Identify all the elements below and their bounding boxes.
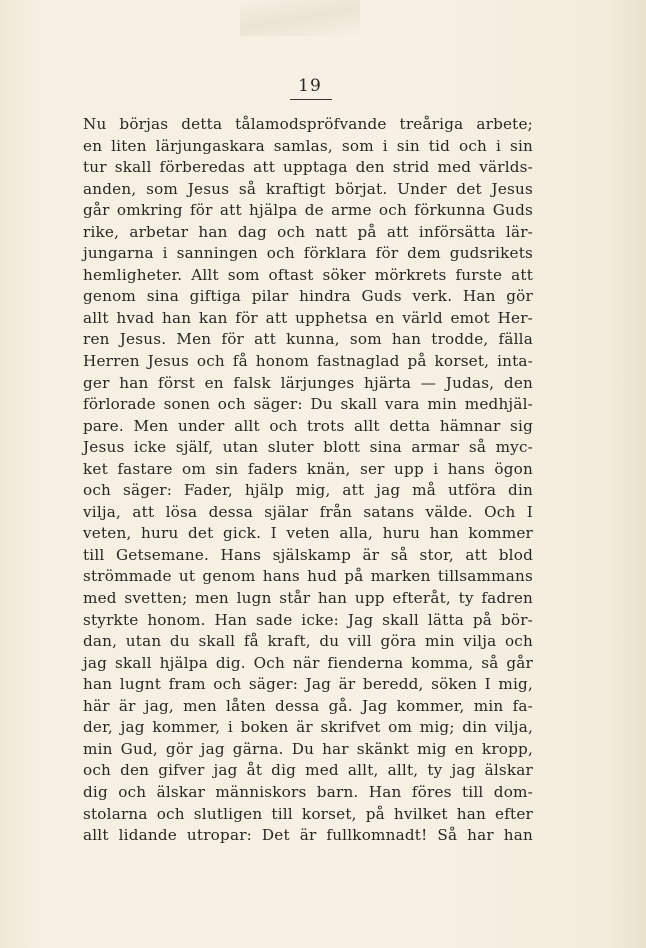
text-line: ket fastare om sin faders knän, ser upp i hans ögon	[83, 459, 533, 478]
text-line: min Gud, gör jag gärna. Du har skänkt mig en kropp,	[83, 739, 533, 758]
text-line: pare. Men under allt och trots allt detta hämnar sig	[83, 416, 533, 435]
text-line: tur skall förberedas att upptaga den strid med världs-	[83, 158, 533, 177]
body-text	[83, 114, 533, 847]
text-line: ger han först en falsk lärjunges hjärta — Judas, den	[83, 373, 533, 392]
text-line: och den gifver jag åt dig med allt, allt, ty jag älskar	[83, 761, 533, 780]
text-line: med svetten; men lugn står han upp efteråt, ty fadren	[83, 589, 533, 608]
page-number-rule	[290, 99, 332, 100]
text-line: förlorade sonen och säger: Du skall vara min medhjäl-	[83, 395, 533, 414]
text-line: går omkring för att hjälpa de arme och förkunna Guds	[83, 201, 533, 220]
text-line: genom sina giftiga pilar hindra Guds verk. Han gör	[83, 287, 533, 306]
text-line: allt lidande utropar: Det är fullkomnadt! Så har han	[83, 826, 533, 845]
text-line: här är jag, men låten dessa gå. Jag kommer, min fa-	[83, 696, 533, 715]
text-line: stolarna och slutligen till korset, på hvilket han efter	[83, 804, 533, 823]
text-line: och säger: Fader, hjälp mig, att jag må utföra din	[83, 481, 533, 500]
text-line: vilja, att lösa dessa själar från satans välde. Och I	[83, 502, 533, 521]
text-line: der, jag kommer, i boken är skrifvet om mig; din vilja,	[83, 718, 533, 737]
text-line: ren Jesus. Men för att kunna, som han trodde, fälla	[83, 330, 533, 349]
text-line: anden, som Jesus så kraftigt börjat. Under det Jesus	[83, 179, 533, 198]
text-line: dan, utan du skall få kraft, du vill göra min vilja och	[83, 632, 533, 651]
text-line: allt hvad han kan för att upphetsa en värld emot Her-	[83, 308, 533, 327]
text-line: till Getsemane. Hans själskamp är så stor, att blod	[83, 545, 533, 564]
text-line: jag skall hjälpa dig. Och när fienderna komma, så går	[83, 653, 533, 672]
text-line: styrkte honom. Han sade icke: Jag skall lätta på bör-	[83, 610, 533, 629]
text-line: hemligheter. Allt som oftast söker mörkrets furste att	[83, 265, 533, 284]
text-line: rike, arbetar han dag och natt på att införsätta lär-	[83, 222, 533, 241]
text-line: veten, huru det gick. I veten alla, huru han kommer	[83, 524, 533, 543]
text-line: en liten lärjungaskara samlas, som i sin tid och i sin	[83, 136, 533, 155]
text-line: han lugnt fram och säger: Jag är beredd, söken I mig,	[83, 675, 533, 694]
text-line: dig och älskar människors barn. Han föres till dom-	[83, 782, 533, 801]
text-line: Herren Jesus och få honom fastnaglad på korset, inta-	[83, 352, 533, 371]
text-line: Nu börjas detta tålamodspröfvande treåriga arbete;	[83, 115, 533, 133]
page-number: 19	[298, 76, 322, 96]
text-line: strömmade ut genom hans hud på marken tillsammans	[83, 567, 533, 586]
text-line: jungarna i sanningen och förklara för dem gudsrikets	[83, 244, 533, 263]
text-line: Jesus icke själf, utan sluter blott sina armar så myc-	[83, 438, 533, 457]
page-fold-shadow	[240, 0, 360, 36]
